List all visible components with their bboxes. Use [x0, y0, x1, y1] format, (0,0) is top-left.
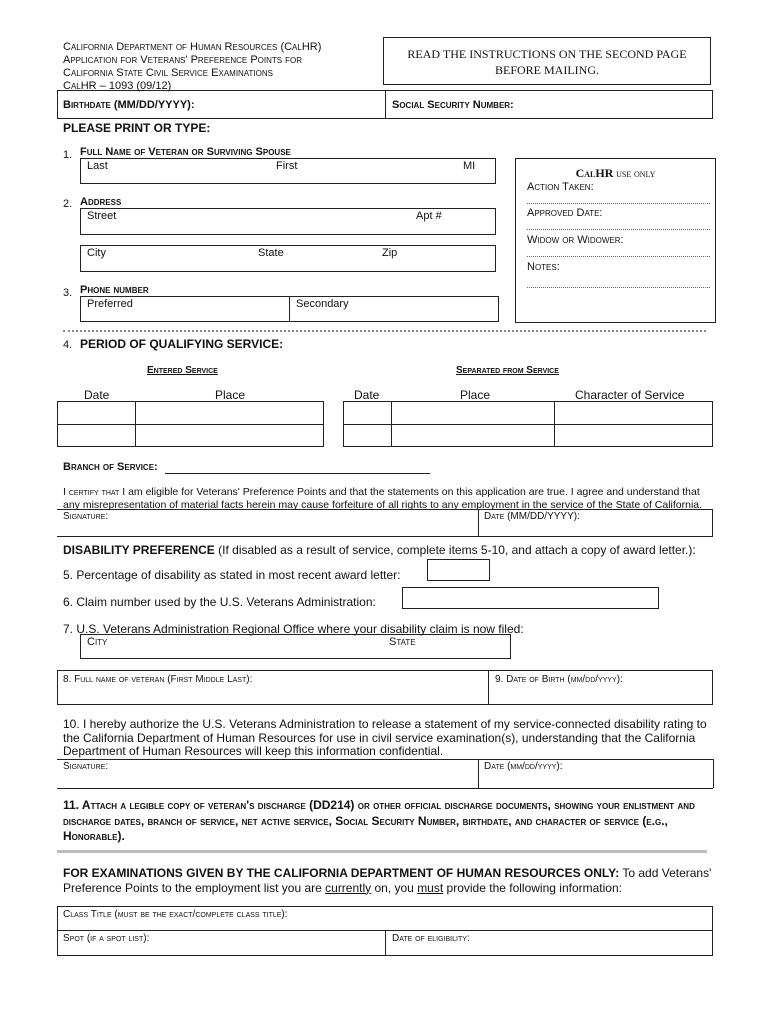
entered-row-divider: [57, 424, 324, 425]
certify-bottom-line: [57, 536, 713, 537]
item-10-right-edge: [713, 759, 714, 788]
item-11-separator: [57, 850, 707, 853]
item-2-number: 2.: [63, 198, 73, 210]
item-1-title: Full Name of Veteran or Surviving Spouse: [80, 146, 291, 158]
last-name-label: Last: [87, 160, 108, 172]
item-5-label: 5. Percentage of disability as stated in most recent award letter:: [63, 568, 401, 582]
secondary-phone-label: Secondary: [296, 298, 349, 310]
calhr-title-rest: use only: [613, 168, 656, 180]
item-8-label: 8. Full name of veteran (First Middle Last):: [63, 674, 253, 685]
first-name-label: First: [276, 160, 298, 172]
state-label: State: [258, 247, 284, 259]
ssn-label: Social Security Number:: [392, 99, 514, 111]
header-line-1: California Department of Human Resources (CalHR): [63, 41, 322, 53]
row-divider: [385, 90, 386, 119]
entered-service-heading: Entered Service: [147, 365, 218, 376]
disability-title: DISABILITY PREFERENCE: [63, 543, 215, 557]
certify-date-label: Date (MM/DD/YYYY):: [484, 511, 580, 522]
spot-label: Spot (if a spot list):: [63, 933, 150, 944]
form-header: [63, 41, 321, 93]
calhr-title-strong: CalHR: [575, 166, 614, 180]
ssn-input[interactable]: [530, 96, 708, 114]
notes-label: Notes:: [527, 261, 560, 273]
item-10-date-label: Date (mm/dd/yyyy):: [484, 761, 563, 772]
separated-row-divider: [343, 424, 713, 425]
regional-city-label: City: [87, 636, 108, 648]
exam-info-col-divider: [385, 930, 386, 956]
item-10-signature-label: Signature:: [63, 761, 109, 772]
class-title-label: Class Title (must be the exact/complete class title):: [63, 909, 288, 920]
item-3-title: Phone number: [80, 284, 149, 296]
claim-number-field[interactable]: [402, 587, 659, 609]
widow-line: [527, 256, 710, 257]
exams-currently: currently: [325, 880, 372, 895]
item-10-text: 10. I hereby authorize the U.S. Veterans Administration to release a statement of my service-connected disability rating to the California Department of Human Resources for use in civil service examination(s), understanding that the California Department of Human Resources will keep this information confidential.: [63, 717, 707, 758]
item-7-label: 7. U.S. Veterans Administration Regional Office where your disability claim is now filed:: [63, 622, 524, 636]
separated-service-heading: Separated from Service: [456, 365, 559, 376]
col-separated-place: Place: [460, 388, 491, 402]
item-4-title: PERIOD OF QUALIFYING SERVICE:: [80, 337, 284, 351]
exams-text-c: provide the following information:: [443, 880, 622, 895]
certify-text: I am eligible for Veterans' Preference Points and that the statements on this application are true. I agree and understand that any misrepresentation of material facts herein may cause forfeiture of all rights to any employment in the service of the State of California.: [63, 486, 703, 511]
preferred-phone-label: Preferred: [87, 298, 133, 310]
item-10-top-line: [57, 759, 713, 760]
apt-label: Apt #: [416, 210, 442, 222]
certify-lead: I certify that: [63, 486, 120, 498]
entered-col-divider: [135, 401, 136, 447]
mi-label: MI: [463, 160, 476, 172]
phone-divider: [289, 296, 290, 322]
notice-line-1: READ THE INSTRUCTIONS ON THE SECOND PAGE: [407, 47, 687, 61]
item-6-label: 6. Claim number used by the U.S. Veterans Administration:: [63, 595, 376, 609]
header-line-3: California State Civil Service Examinations: [63, 67, 274, 79]
city-state-zip-field[interactable]: [80, 245, 496, 272]
form-number: CalHR – 1093 (09/12): [63, 80, 172, 92]
action-taken-label: Action Taken:: [527, 181, 594, 193]
disability-percentage-field[interactable]: [427, 559, 490, 581]
col-character-of-service: Character of Service: [575, 388, 685, 402]
birthdate-label: Birthdate (MM/DD/YYYY):: [63, 99, 195, 111]
certify-signature-row: [57, 509, 713, 536]
exams-text-a: To add Veterans' Preference Points to the employment list you are: [63, 866, 712, 895]
item-10-divider: [478, 759, 479, 788]
action-taken-line: [527, 203, 710, 204]
class-title-input[interactable]: [300, 909, 708, 927]
print-or-type-note: PLEASE PRINT OR TYPE:: [63, 121, 211, 135]
item-3-number: 3.: [63, 287, 73, 299]
branch-of-service-label: Branch of Service:: [63, 461, 158, 473]
item-11-text: 11. Attach a legible copy of veteran's discharge (DD214) or other official discharge documents, showing your enlistment and discharge dates, branch of service, net active service, Social Security Number, birthdate, and character of service (e.g., Honorable).: [63, 798, 695, 843]
disability-heading: [63, 543, 696, 557]
separated-col-divider-1: [391, 401, 392, 447]
col-entered-place: Place: [215, 388, 246, 402]
instructions-notice: [383, 46, 711, 78]
birthdate-input[interactable]: [200, 96, 380, 114]
date-of-eligibility-input[interactable]: [500, 933, 708, 951]
notice-line-2: BEFORE MAILING.: [495, 63, 599, 77]
spot-input[interactable]: [175, 933, 380, 951]
date-of-eligibility-label: Date of eligibility:: [392, 933, 470, 944]
city-label: City: [87, 247, 106, 259]
certification-statement: [63, 486, 713, 511]
exams-title: FOR EXAMINATIONS GIVEN BY THE CALIFORNIA DEPARTMENT OF HUMAN RESOURCES ONLY:: [63, 866, 620, 880]
exams-must: must: [417, 880, 444, 895]
name-dob-divider: [488, 670, 489, 705]
disability-note: (If disabled as a result of service, complete items 5-10, and attach a copy of award letter.):: [214, 543, 696, 557]
exams-instructions: [63, 866, 713, 895]
calhr-use-only-title: [515, 166, 716, 181]
item-4-number: 4.: [63, 339, 73, 351]
approved-date-label: Approved Date:: [527, 207, 603, 219]
col-separated-date: Date: [354, 388, 380, 402]
widow-label: Widow or Widower:: [527, 234, 624, 246]
certify-divider: [478, 509, 479, 536]
separated-col-divider-2: [554, 401, 555, 447]
item-9-label: 9. Date of Birth (mm/dd/yyyy):: [495, 674, 623, 685]
section-separator: [63, 330, 706, 332]
header-line-2: Application for Veterans' Preference Points for: [63, 54, 303, 66]
branch-of-service-line[interactable]: [165, 473, 430, 474]
item-1-number: 1.: [63, 149, 73, 161]
notes-line: [527, 287, 710, 288]
regional-office-field[interactable]: [80, 634, 511, 659]
col-entered-date: Date: [84, 388, 110, 402]
item-2-title: Address: [80, 196, 122, 208]
item-10-bottom-line: [57, 788, 713, 789]
street-label: Street: [87, 210, 117, 222]
regional-state-label: State: [389, 636, 416, 648]
exams-text-b: on, you: [371, 880, 418, 895]
certify-signature-label: Signature:: [63, 511, 109, 522]
approved-date-line: [527, 229, 710, 230]
zip-label: Zip: [382, 247, 398, 259]
